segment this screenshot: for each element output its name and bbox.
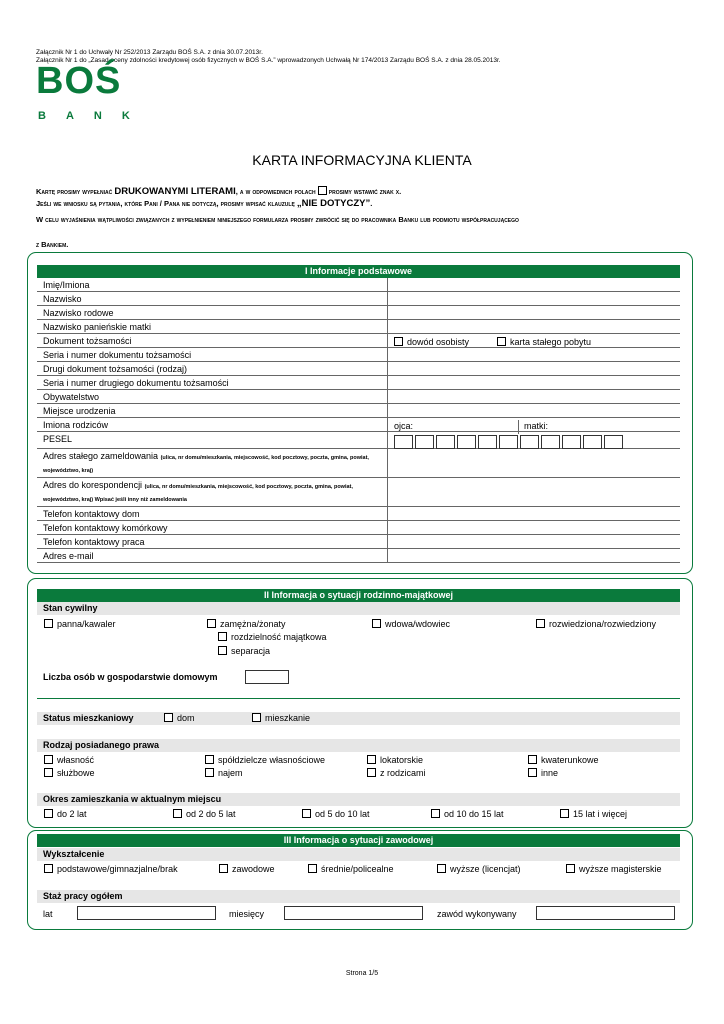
civil-divorced-option[interactable]: rozwiedziona/rozwiedziony (536, 619, 656, 629)
checkbox-icon[interactable] (44, 809, 53, 818)
pesel-digit-box[interactable] (562, 435, 581, 449)
table-row[interactable]: Adres do korespondencji (ulica, nr domu/mieszkania, miejscowość, kod pocztowy, poczta, gmina, powiat, województwo, kraj) Wpisać jeśli inny niż zameldowania (37, 478, 680, 507)
checkbox-icon[interactable] (207, 619, 216, 628)
separation-option[interactable]: separacja (218, 646, 270, 656)
pesel-digit-box[interactable] (415, 435, 434, 449)
section-2-title: II Informacja o sytuacji rodzinno-majątkowej (37, 589, 680, 602)
divider (37, 698, 680, 699)
checkbox-icon[interactable] (536, 619, 545, 628)
months-label: miesięcy (229, 909, 265, 919)
edu-secondary-option[interactable]: średnie/policealne (308, 864, 394, 874)
checkbox-icon[interactable] (164, 713, 173, 722)
annex-line-2: Załącznik Nr 1 do „Zasad oceny zdolności kredytowej osób fizycznych w BOŚ S.A.” wprowadzonych Uchwałą Nr 174/2013 Zarządu BOŚ S.A. z dnia 28.05.2013r. (36, 57, 501, 64)
checkbox-icon[interactable] (44, 755, 53, 764)
sample-checkbox-icon (318, 186, 327, 195)
table-row[interactable]: Miejsce urodzenia (37, 404, 680, 418)
checkbox-icon[interactable] (528, 755, 537, 764)
bank-logo-sub: BANK (38, 110, 150, 122)
education-label: Wykształcenie (37, 848, 680, 861)
table-row[interactable]: Drugi dokument tożsamości (rodzaj) (37, 362, 680, 376)
checkbox-icon[interactable] (566, 864, 575, 873)
table-row[interactable]: Telefon kontaktowy komórkowy (37, 521, 680, 535)
table-row[interactable]: Imiona rodziców (37, 418, 680, 432)
civil-single-option[interactable]: panna/kawaler (44, 619, 116, 629)
period-under-2-option[interactable]: do 2 lat (44, 809, 87, 819)
years-label: lat (43, 909, 53, 919)
table-row[interactable]: Nazwisko panieńskie matki (37, 320, 680, 334)
civil-married-option[interactable]: zamężna/żonaty (207, 619, 286, 629)
checkbox-icon[interactable] (44, 619, 53, 628)
housing-status-label: Status mieszkaniowy (37, 712, 680, 725)
table-row[interactable]: Telefon kontaktowy praca (37, 535, 680, 549)
edu-master-option[interactable]: wyższe magisterskie (566, 864, 662, 874)
pesel-digit-box[interactable] (520, 435, 539, 449)
right-service-option[interactable]: służbowe (44, 768, 95, 778)
period-5-10-option[interactable]: od 5 do 10 lat (302, 809, 370, 819)
period-10-15-option[interactable]: od 10 do 15 lat (431, 809, 504, 819)
checkbox-icon[interactable] (302, 809, 311, 818)
table-row[interactable]: Seria i numer dokumentu tożsamości (37, 348, 680, 362)
edu-basic-option[interactable]: podstawowe/gimnazjalne/brak (44, 864, 178, 874)
checkbox-icon[interactable] (528, 768, 537, 777)
checkbox-icon[interactable] (218, 632, 227, 641)
household-label: Liczba osób w gospodarstwie domowym (37, 671, 680, 684)
right-other-option[interactable]: inne (528, 768, 558, 778)
household-count-input[interactable] (245, 670, 289, 684)
pesel-digit-box[interactable] (541, 435, 560, 449)
table-row[interactable]: Dokument tożsamości (37, 334, 680, 348)
civil-status-label: Stan cywilny (37, 602, 680, 615)
months-input[interactable] (284, 906, 423, 920)
table-row[interactable]: Adres e-mail (37, 549, 680, 563)
checkbox-icon[interactable] (560, 809, 569, 818)
pesel-digit-box[interactable] (457, 435, 476, 449)
right-ownership-option[interactable]: własność (44, 755, 94, 765)
checkbox-icon[interactable] (431, 809, 440, 818)
checkbox-icon[interactable] (437, 864, 446, 873)
right-type-label: Rodzaj posiadanego prawa (37, 739, 680, 752)
annex-line-1: Załącznik Nr 1 do Uchwały Nr 252/2013 Zarządu BOŚ S.A. z dnia 30.07.2013r. (36, 49, 263, 56)
right-council-option[interactable]: kwaterunkowe (528, 755, 599, 765)
table-row[interactable]: Telefon kontaktowy dom (37, 507, 680, 521)
edu-vocational-option[interactable]: zawodowe (219, 864, 275, 874)
section-3-title: III Informacja o sytuacji zawodowej (37, 834, 680, 847)
checkbox-icon[interactable] (173, 809, 182, 818)
years-input[interactable] (77, 906, 216, 920)
pesel-digit-box[interactable] (436, 435, 455, 449)
instruction-3: W celu wyjaśnienia wątpliwości związanych z wypełnieniem niniejszego formularza prosimy zwrócić się do pracownika Banku lub podmiotu współpracującego (36, 215, 519, 224)
doc-residence-card-option[interactable]: karta stałego pobytu (497, 337, 591, 347)
checkbox-icon[interactable] (205, 768, 214, 777)
table-row[interactable]: Nazwisko (37, 292, 680, 306)
work-experience-label: Staż pracy ogółem (37, 890, 680, 903)
checkbox-icon[interactable] (367, 768, 376, 777)
checkbox-icon[interactable] (367, 755, 376, 764)
checkbox-icon[interactable] (205, 755, 214, 764)
right-rent-option[interactable]: najem (205, 768, 243, 778)
doc-id-card-option[interactable]: dowód osobisty (394, 337, 469, 347)
table-row[interactable]: Imię/Imiona (37, 278, 680, 292)
period-2-5-option[interactable]: od 2 do 5 lat (173, 809, 236, 819)
separate-property-option[interactable]: rozdzielność majątkowa (218, 632, 327, 642)
pesel-digit-box[interactable] (478, 435, 497, 449)
checkbox-icon[interactable] (497, 337, 506, 346)
table-row[interactable]: Adres stałego zameldowania (ulica, nr domu/mieszkania, miejscowość, kod pocztowy, poczta, gmina, powiat, województwo, kraj) (37, 449, 680, 478)
table-row[interactable]: PESEL (37, 432, 680, 449)
checkbox-icon[interactable] (44, 768, 53, 777)
table-row[interactable]: Obywatelstwo (37, 390, 680, 404)
pesel-digit-box[interactable] (394, 435, 413, 449)
bank-logo: BOŚ (36, 60, 122, 102)
pesel-digit-box[interactable] (604, 435, 623, 449)
checkbox-icon[interactable] (308, 864, 317, 873)
edu-bachelor-option[interactable]: wyższe (licencjat) (437, 864, 521, 874)
table-row[interactable]: Nazwisko rodowe (37, 306, 680, 320)
form-title: KARTA INFORMACYJNA KLIENTA (252, 152, 472, 168)
checkbox-icon[interactable] (219, 864, 228, 873)
checkbox-icon[interactable] (394, 337, 403, 346)
checkbox-icon[interactable] (44, 864, 53, 873)
civil-widowed-option[interactable]: wdowa/wdowiec (372, 619, 450, 629)
instruction-1: Kartę prosimy wypełniać DRUKOWANYMI LITERAMI, a w odpowiednich polach prosimy wstawić znak x. (36, 186, 402, 197)
checkbox-icon[interactable] (252, 713, 261, 722)
profession-label: zawód wykonywany (437, 909, 517, 919)
father-name-label: ojca: (394, 421, 414, 431)
right-cooperative-option[interactable]: spółdzielcze własnościowe (205, 755, 325, 765)
pesel-digit-box[interactable] (499, 435, 518, 449)
mother-name-label: matki: (524, 421, 549, 431)
checkbox-icon[interactable] (372, 619, 381, 628)
section-1-title: I Informacje podstawowe (37, 265, 680, 278)
housing-flat-option[interactable]: mieszkanie (252, 713, 310, 723)
instruction-4: z Bankiem. (36, 240, 69, 249)
section-1-table (37, 278, 680, 563)
period-over-15-option[interactable]: 15 lat i więcej (560, 809, 627, 819)
section-2-panel (27, 578, 693, 828)
page-number: Strona 1/5 (345, 970, 379, 977)
housing-house-option[interactable]: dom (164, 713, 195, 723)
pesel-digit-box[interactable] (583, 435, 602, 449)
table-row[interactable]: Seria i numer drugiego dokumentu tożsamości (37, 376, 680, 390)
residence-period-label: Okres zamieszkania w aktualnym miejscu (37, 793, 680, 806)
checkbox-icon[interactable] (218, 646, 227, 655)
right-tenant-option[interactable]: lokatorskie (367, 755, 423, 765)
instruction-2: Jeśli we wniosku są pytania, które Pani / Pana nie dotyczą, prosimy wpisać klauzulę „NIE DOTYCZY”. (36, 198, 373, 209)
profession-input[interactable] (536, 906, 675, 920)
right-parents-option[interactable]: z rodzicami (367, 768, 426, 778)
